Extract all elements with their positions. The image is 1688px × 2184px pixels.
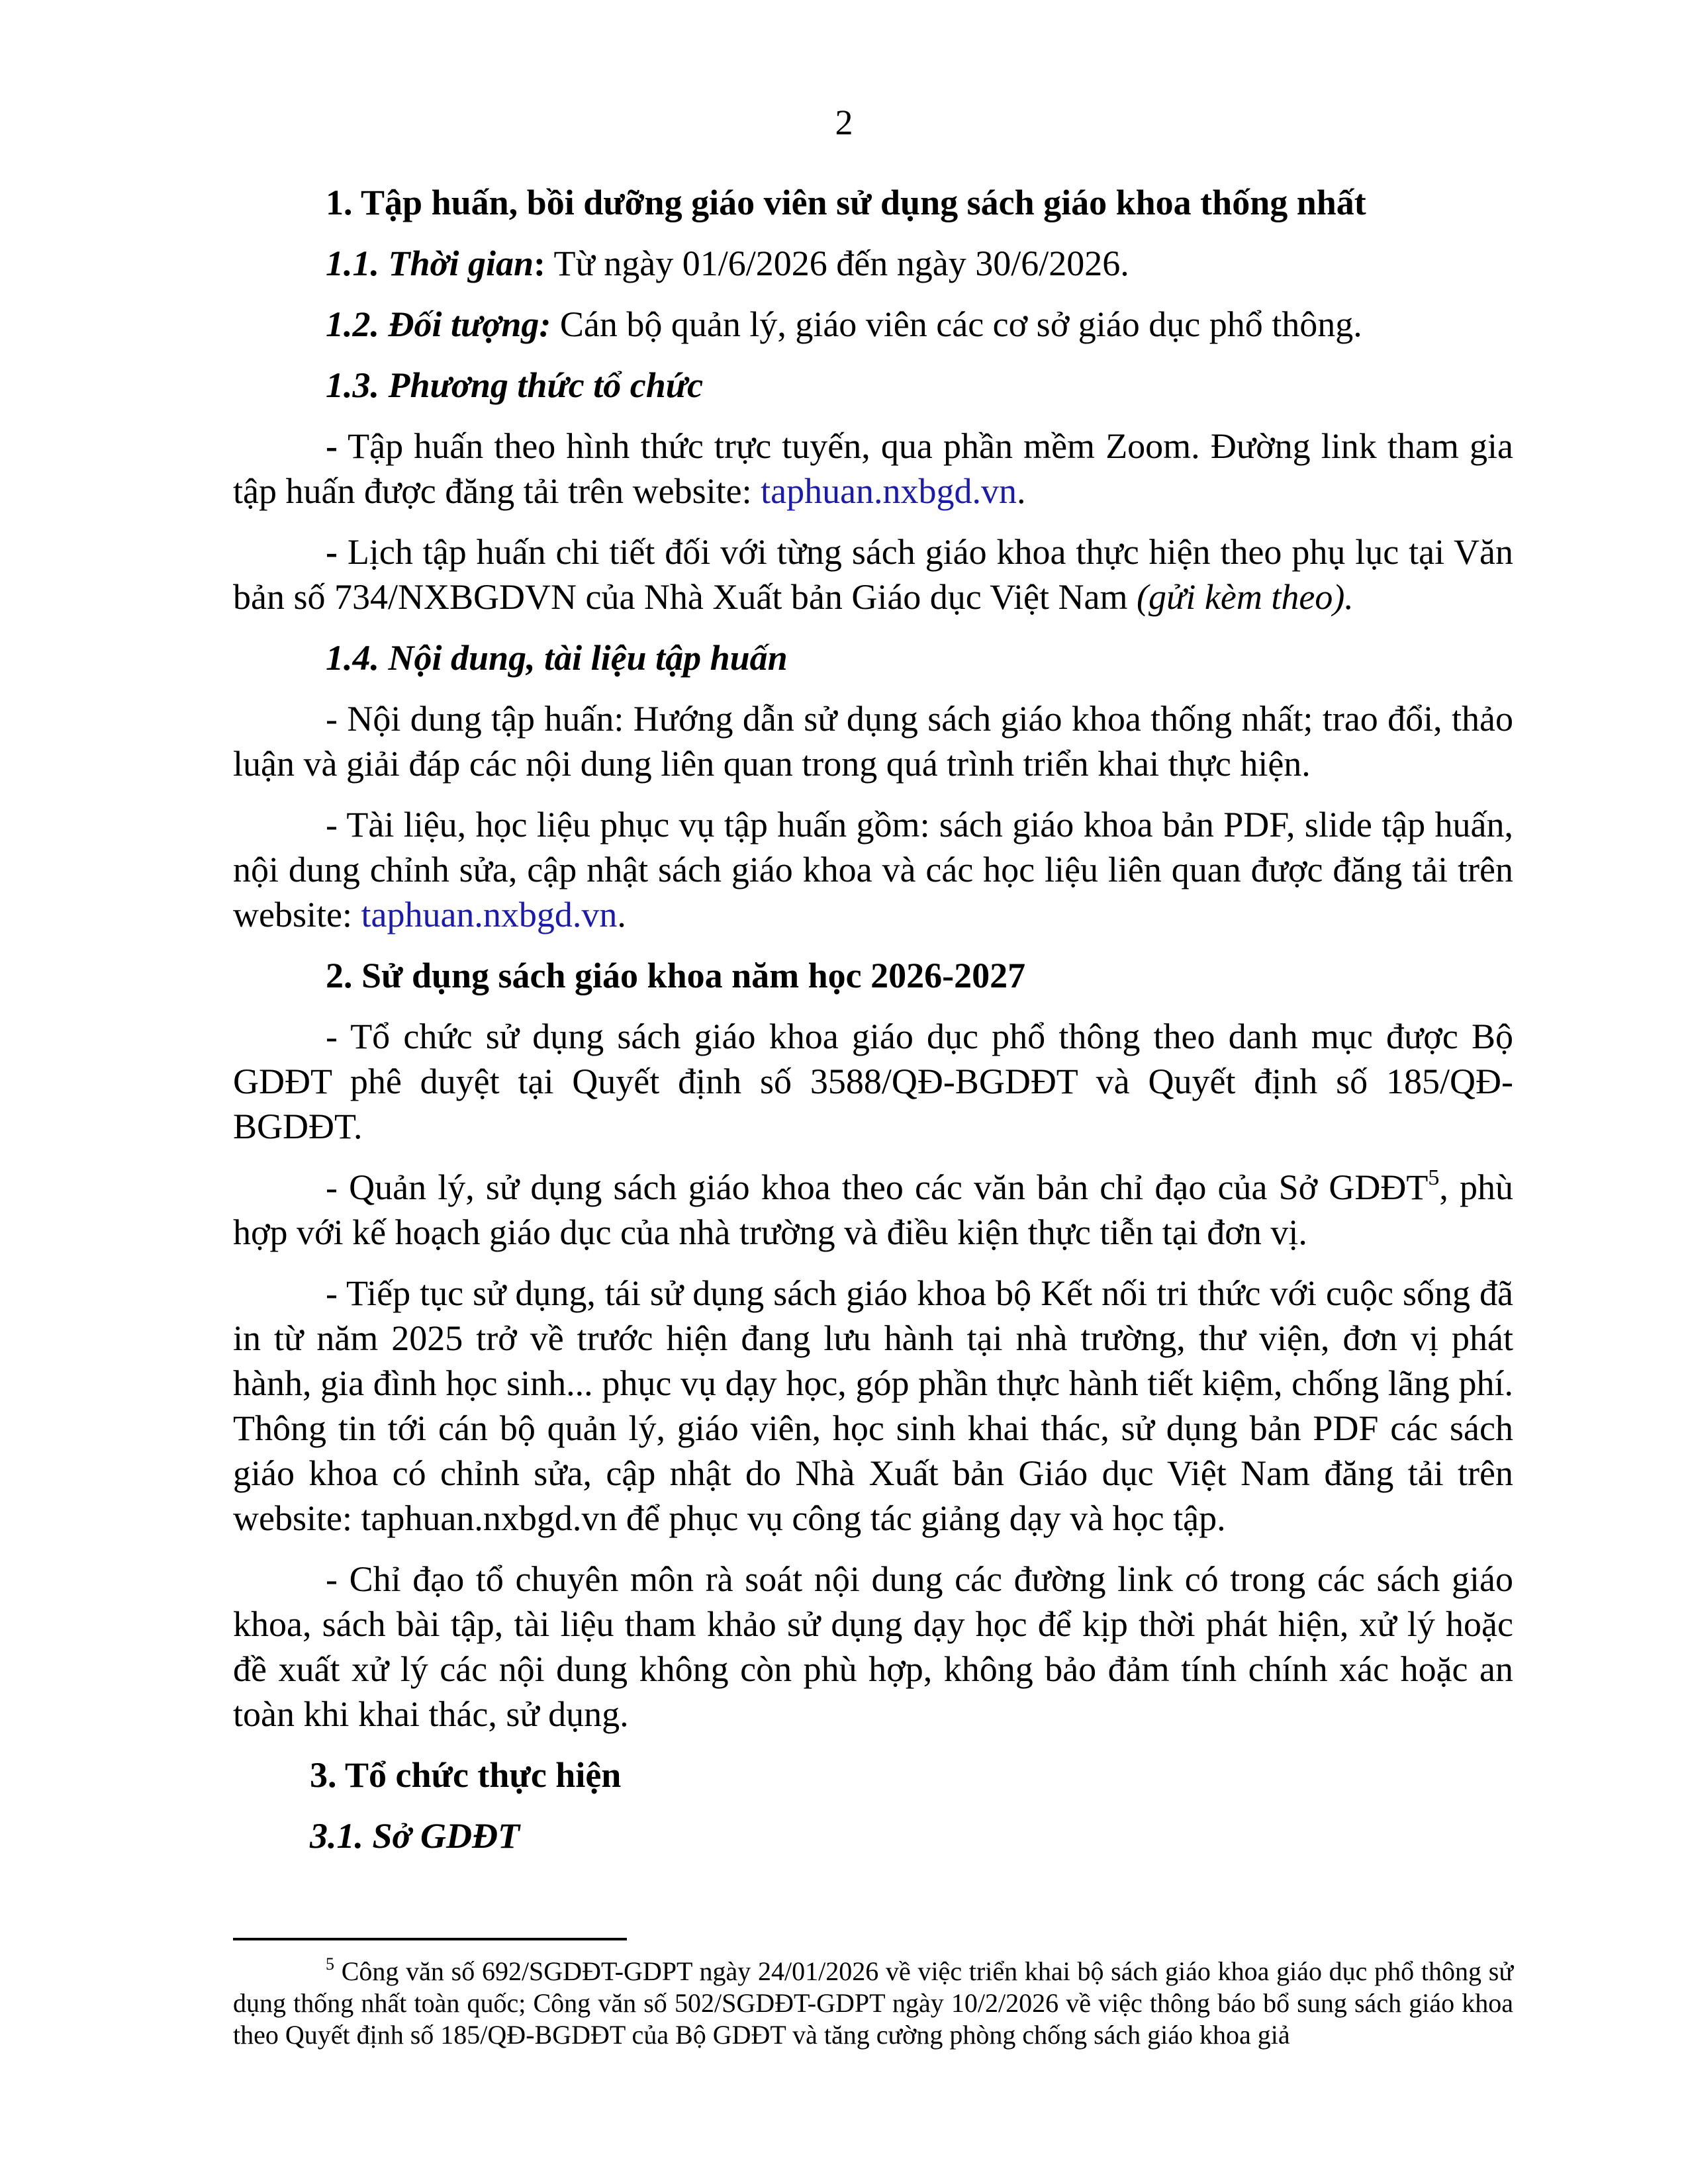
section-1-1-label: 1.1. Thời gian	[326, 244, 534, 283]
section-1-1-colon: :	[534, 244, 546, 283]
page-number: 2	[835, 103, 853, 142]
dash-marker: -	[326, 532, 338, 572]
section-1-3-heading	[233, 363, 1513, 408]
section-2-paragraph-3: - Tiếp tục sử dụng, tái sử dụng sách giáo khoa bộ Kết nối tri thức với cuộc sống đã in từ năm 2025 trở về trước hiện đang lưu hành tại nhà trường, thư viện, đơn vị phát hành, gia đình học sinh... phục vụ dạy học, góp phần thực hành tiết kiệm, chống lãng phí. Thông tin tới cán bộ quản lý, giáo viên, học sinh khai thác, sử dụng bản PDF các sách giáo khoa có chỉnh sửa, cập nhật do Nhà Xuất bản Giáo dục Việt Nam đăng tải trên website: taphuan.nxbgd.vn để phục vụ công tác giảng dạy và học tập.	[233, 1273, 1513, 1538]
section-1-3-paragraph-2	[233, 529, 1513, 619]
section-1-3-paragraph-1	[233, 424, 1513, 514]
footnote-text: Công văn số 692/SGDĐT-GDPT ngày 24/01/2026 về việc triển khai bộ sách giáo khoa giáo dục phổ thông sử dụng thống nhất toàn quốc; Công văn số 502/SGDĐT-GDPT ngày 10/2/2026 về việc thông báo bổ sung sách giáo khoa theo Quyết định số 185/QĐ-BGDĐT của Bộ GDĐT và tăng cường phòng chống sách giáo khoa giả	[233, 1956, 1513, 2050]
section-1-4-heading	[233, 635, 1513, 680]
section-1-4-paragraph-2	[233, 802, 1513, 937]
footnote-mark: 5	[326, 1954, 334, 1974]
section-1-2-paragraph	[233, 302, 1513, 347]
document-body	[233, 180, 1513, 1858]
section-1-3-paragraph-1-text: Tập huấn theo hình thức trực tuyến, qua phần mềm Zoom. Đường link tham gia tập huấn được đăng tải trên website:	[233, 426, 1513, 511]
section-2-paragraph-1: - Tổ chức sử dụng sách giáo khoa giáo dục phổ thông theo danh mục được Bộ GDĐT phê duyệt tại Quyết định số 3588/QĐ-BGDĐT và Quyết định số 185/QĐ-BGDĐT.	[233, 1017, 1513, 1146]
section-1-3-paragraph-2-text: Lịch tập huấn chi tiết đối với từng sách giáo khoa thực hiện theo phụ lục tại Văn bản số 734/NXBGDVN của Nhà Xuất bản Giáo dục Việt Nam	[233, 532, 1513, 617]
section-1-3-heading-text: 1.3. Phương thức tổ chức	[326, 365, 704, 405]
taphuan-link[interactable]: taphuan.nxbgd.vn	[761, 471, 1017, 511]
section-3-1-heading	[233, 1813, 1513, 1858]
taphuan-link[interactable]: taphuan.nxbgd.vn	[361, 895, 618, 934]
section-1-3-paragraph-2-italic: (gửi kèm theo).	[1136, 577, 1354, 617]
section-2-heading-text: 2. Sử dụng sách giáo khoa năm học 2026-2027	[326, 956, 1026, 995]
section-1-2-label: 1.2. Đối tượng:	[326, 304, 551, 344]
section-3-heading	[233, 1752, 1513, 1797]
section-1-4-paragraph-1: - Nội dung tập huấn: Hướng dẫn sử dụng sách giáo khoa thống nhất; trao đổi, thảo luận và giải đáp các nội dung liên quan trong quá trình triển khai thực hiện.	[233, 699, 1513, 784]
section-1-4-heading-text: 1.4. Nội dung, tài liệu tập huấn	[326, 638, 788, 678]
section-1-2-text: Cán bộ quản lý, giáo viên các cơ sở giáo dục phổ thông.	[551, 304, 1362, 344]
section-2-paragraph-2-text: - Quản lý, sử dụng sách giáo khoa theo các văn bản chỉ đạo của Sở GDĐT	[326, 1167, 1429, 1207]
section-1-1-paragraph	[233, 241, 1513, 286]
section-3-heading-text: 3. Tổ chức thực hiện	[310, 1755, 622, 1795]
footnote-reference[interactable]: 5	[1428, 1165, 1440, 1190]
section-1-heading-text: 1. Tập huấn, bồi dưỡng giáo viên sử dụng sách giáo khoa thống nhất	[326, 183, 1366, 222]
section-2-paragraph-4: - Chỉ đạo tổ chuyên môn rà soát nội dung các đường link có trong các sách giáo khoa, sách bài tập, tài liệu tham khảo sử dụng dạy học để kịp thời phát hiện, xử lý hoặc đề xuất xử lý các nội dung không còn phù hợp, không bảo đảm tính chính xác hoặc an toàn khi khai thác, sử dụng.	[233, 1559, 1513, 1734]
section-1-1-text: Từ ngày 01/6/2026 đến ngày 30/6/2026.	[545, 244, 1129, 283]
section-2-heading	[233, 953, 1513, 998]
footnote	[233, 1956, 1513, 2051]
section-3-1-heading-text: 3.1. Sở GDĐT	[310, 1816, 520, 1856]
footnote-divider	[233, 1938, 627, 1940]
section-1-3-paragraph-1-end: .	[1017, 471, 1026, 511]
section-2-paragraph-2	[233, 1165, 1513, 1255]
dash-marker: -	[326, 426, 338, 466]
section-2-paragraph-2-end: , phù hợp với kế hoạch giáo dục của nhà trường và điều kiện thực tiễn tại đơn vị.	[233, 1167, 1513, 1252]
section-1-heading	[233, 180, 1513, 225]
section-1-4-paragraph-2-text: - Tài liệu, học liệu phục vụ tập huấn gồm: sách giáo khoa bản PDF, slide tập huấn, nội dung chỉnh sửa, cập nhật sách giáo khoa và các học liệu liên quan được đăng tải trên website:	[233, 805, 1513, 934]
section-1-4-paragraph-2-end: .	[617, 895, 626, 934]
